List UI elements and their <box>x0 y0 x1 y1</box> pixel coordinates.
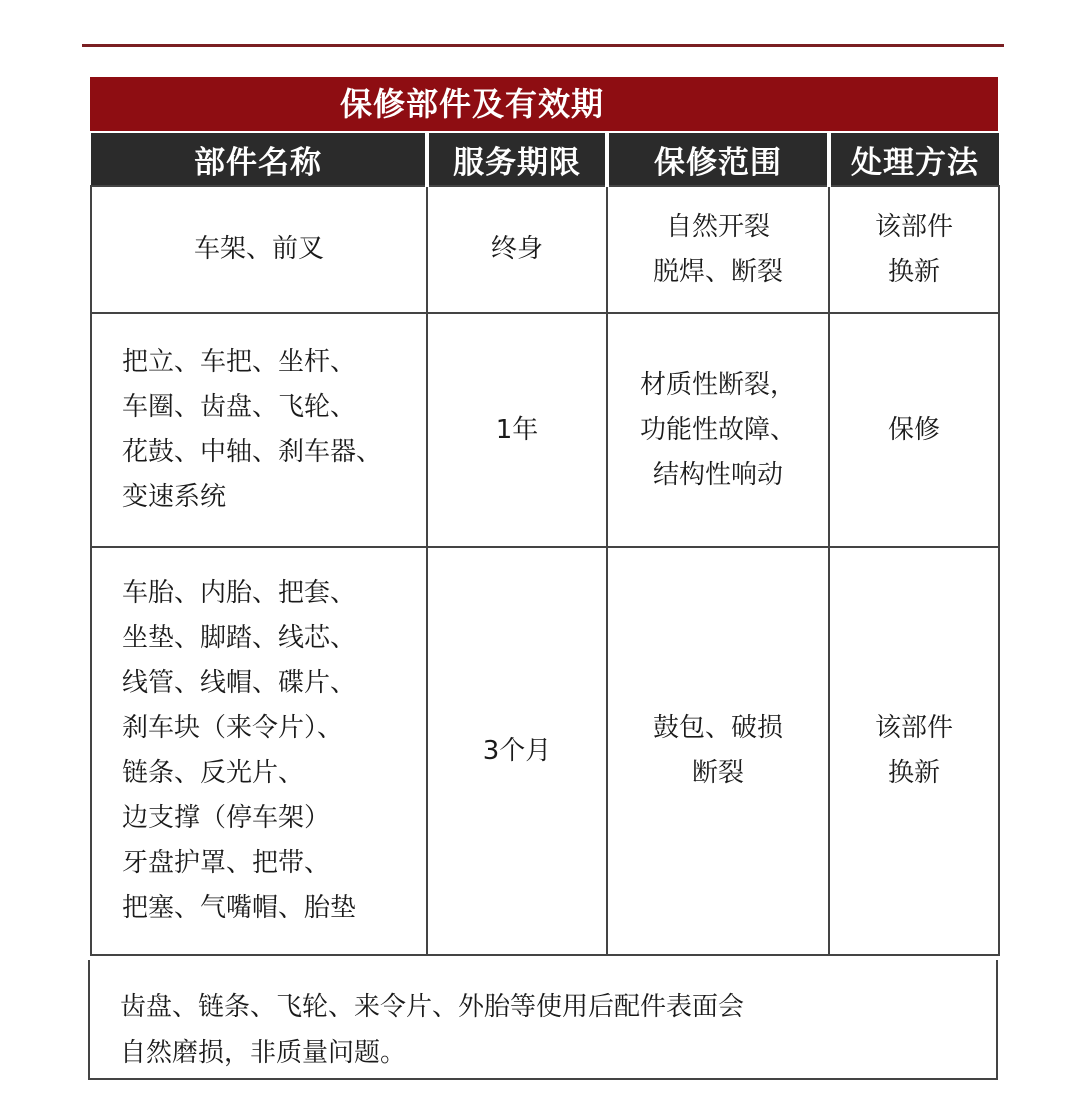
part-name-line: 车圈、齿盘、飞轮、 <box>122 392 357 422</box>
handling-method-cell <box>829 186 999 313</box>
service-period-cell: 1年 <box>427 313 607 547</box>
column-header-part-name: 部件名称 <box>91 133 427 186</box>
part-name-line: 边支撑（停车架） <box>122 803 331 833</box>
column-header-service-period: 服务期限 <box>427 133 607 186</box>
scope-line: 脱焊、断裂 <box>652 256 783 287</box>
part-name-line: 把塞、气嘴帽、胎垫 <box>122 893 357 923</box>
top-divider <box>82 44 1004 47</box>
table-row <box>91 313 999 547</box>
service-period-cell: 终身 <box>427 186 607 313</box>
method-line: 该部件 <box>874 211 953 242</box>
footnote-line: 齿盘、链条、飞轮、来令片、外胎等使用后配件表面会 <box>120 992 745 1022</box>
part-name-line: 链条、反光片、 <box>122 758 305 788</box>
method-line: 保修 <box>887 414 940 445</box>
warranty-table <box>90 133 1000 956</box>
warranty-scope-cell <box>607 186 829 313</box>
part-name-line: 车胎、内胎、把套、 <box>122 578 357 608</box>
column-header-handling-method: 处理方法 <box>829 133 999 186</box>
method-line: 该部件 <box>874 713 953 743</box>
part-name-line: 刹车块（来令片）、 <box>122 713 344 743</box>
scope-line: 断裂 <box>691 758 744 788</box>
footnote <box>88 960 998 1080</box>
warranty-scope-cell <box>607 547 829 955</box>
part-name-line: 花鼓、中轴、刹车器、 <box>122 437 383 467</box>
method-line: 换新 <box>887 758 940 788</box>
table-header-row <box>91 133 999 186</box>
table-row <box>91 186 999 313</box>
part-name-line: 车架、前叉 <box>193 234 324 264</box>
part-names-cell <box>91 186 427 313</box>
scope-line: 鼓包、破损 <box>652 713 783 743</box>
scope-line: 材质性断裂， <box>639 369 796 400</box>
footnote-line: 自然磨损，非质量问题。 <box>120 1038 407 1068</box>
part-name-line: 把立、车把、坐杆、 <box>122 347 357 377</box>
handling-method-cell <box>829 547 999 955</box>
column-header-warranty-scope: 保修范围 <box>607 133 829 186</box>
method-line: 换新 <box>887 256 940 287</box>
handling-method-cell <box>829 313 999 547</box>
scope-line: 功能性故障、 <box>639 414 796 445</box>
part-name-line: 线管、线帽、碟片、 <box>122 668 357 698</box>
part-names-cell <box>91 313 427 547</box>
page-title: 保修部件及有效期 <box>90 77 998 131</box>
warranty-scope-cell <box>607 313 829 547</box>
service-period-cell: 3个月 <box>427 547 607 955</box>
scope-line: 自然开裂 <box>665 211 770 242</box>
table-row <box>91 547 999 955</box>
scope-line: 结构性响动 <box>652 459 783 490</box>
part-name-line: 坐垫、脚踏、线芯、 <box>122 623 357 653</box>
part-name-line: 牙盘护罩、把带、 <box>122 848 331 878</box>
part-names-cell <box>91 547 427 955</box>
part-name-line: 变速系统 <box>122 482 227 512</box>
